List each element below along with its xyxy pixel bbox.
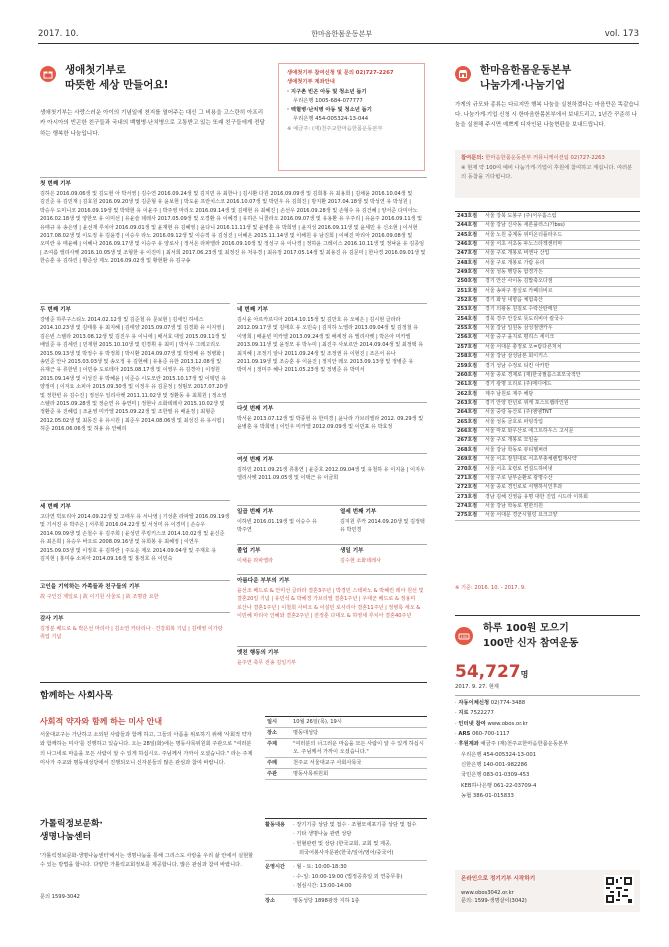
org-name: 한마음한몸운동본부	[311, 30, 373, 38]
coin-icon	[455, 627, 473, 645]
store-name: 서울 구로 개봉로 비엔나 산업	[483, 249, 640, 258]
store-name: 서울 종로 경제로 (재)한국필름스포모국적안	[483, 371, 640, 380]
life-activity-1: · 장기기증 상담 및 접수 · 조혈모세포기증 상담 및 접수	[293, 821, 416, 830]
life-row	[265, 819, 427, 861]
store-number: 269호점	[455, 455, 483, 464]
birthday-info-phone: 02)727-2267	[355, 70, 394, 76]
store-number: 254호점	[455, 315, 483, 324]
divider	[40, 500, 230, 501]
life-center-contact: 문의 1599-3042	[40, 894, 80, 900]
mass-row	[265, 717, 427, 728]
store-name: 서울 노원 중계동 위미온더플라우드	[483, 231, 640, 240]
birthday-info-box	[278, 63, 425, 171]
divider	[40, 612, 230, 613]
store-row	[455, 474, 640, 483]
mass-row	[265, 758, 427, 769]
bday-gift-title: 생일 기부	[340, 548, 364, 554]
store-row	[455, 287, 640, 296]
birthday-intro: 생애첫기부는 사랑스러운 아이의 기념일에 천지를 열어주는 대신 그 비용을 고스란히 아프리카 아시아의 빈곤한 친구들과 국내의 백혈병·난치병으로 고통받고 있는 또래 친구들에게 전달하는 행복한 나눔입니다.	[40, 110, 265, 137]
thanks-title: 감사 기부	[40, 616, 64, 622]
donate-row-key: ARS	[458, 730, 471, 737]
second-gift-list: 강병준 하루구스티노 2014.02.12생 및 김준철 유 문보현 | 김세인 하네스 2014.10.23생 및 김태홍 유 최지혜 | 김태양 2015.09.07생 및 김경화 유 이지영 | 김은빈 스텔라 2013.08.12생 및 김진우 유 이니에 | 배서효 대일 2015.09.11생 및 배일준 유 김세린 | 민재현 2015.10.10생 및 민경휘 유 최미 | 박서우 그레고리오 2015.09.13생 및 박정수 유 박정희 | 박시환 2014.09.07생 및 박정배 유 정병화 | 송민준 안나 2015.03.03생 및 송오정 유 김현혜 | 유용준 유한 2013.12.08생 및 유재근 유 류한빈 | 이민송 도로테아 2015.08.17생 및 이영우 유 김경아 | 이정원 2015.09.14생 및 이성진 유 박혜윤 | 이준승 시도모란 2015.10.17생 및 이택민 유 양정미 | 이지요 소피아 2015.09.30생 및 이정우 유 김문정 | 정범모 2017.07.20생 및 정한빈 유 김수진 | 정선우 일리사벳 2011.11.02생 및 정환동 유 최희원 | 정소영 스텔라 2015.09.28생 및 정순연 유 송연미 | 정현나 소화데레사 2015.10.02생 및 정환준 유 진혜림 | 조윤영 미카엘 2015.09.22생 및 조한필 유 배윤정 | 최형준 2012.05.02생 및 최동진 유 유시원 | 최준우 2014.08.06생 및 최성진 유 유시엽 | 허준 2016.06.06생 및 허용 유 안혜리	[40, 317, 228, 433]
store-number: 249호점	[455, 268, 483, 277]
life-center-table	[265, 818, 427, 907]
fifth-gift-title: 다섯 번째 기부	[237, 406, 274, 412]
store-number: 250호점	[455, 278, 483, 287]
section-rule	[455, 615, 640, 616]
divider	[40, 303, 230, 304]
donate-row-value: 예금주 (재)천주교한마음한몸운동본부	[480, 741, 569, 748]
section-rule	[40, 682, 427, 683]
account-line: 농협 386-01-015833	[461, 792, 514, 799]
donate-website-link[interactable]: www.obos.or.kr	[487, 720, 528, 727]
friend-gift-title: 엣친 행동의 기부	[237, 650, 279, 656]
couple-gift-list: 윤선조 베드로 & 안미선 글라라 결혼3주년 | 박경민 스테파노 & 박혜린 레아 원선 및 결혼20일 기념 | 유민석 & 박해경 가브리엘 결혼1주년 | 우태군 베드로 & 정용미 로산나 결혼1주년 | 이철희 사비오 & 이설민 로사리아 결혼11주년 | 정병록 세오 & 이민혜 마리아 인혜와 결혼2주년 | 전정훈 다대오 & 하영세 루치아 결혼40주년	[237, 588, 424, 620]
store-name: 서울 구로 남부순환로 광명수산	[483, 474, 640, 483]
contact-note: ※ 현재 약 100여 예비 나눔가게·기업이 후원에 참여하고 계십니다. 여러분의 동참을 기다립니다.	[461, 164, 633, 181]
store-name: 서울 강남 학동로 편한의원	[483, 502, 640, 511]
sixth-gift-title: 여섯 번째 기부	[237, 457, 274, 463]
store-row	[455, 324, 640, 333]
donate100-title-line2: 100만 신자 참여운동	[483, 637, 579, 649]
divider	[237, 646, 427, 647]
store-number: 243호점	[455, 212, 483, 221]
store-name: 경기 안산 사이동 김밥축오다점	[483, 278, 640, 287]
store-row	[455, 502, 640, 511]
grad-gift-title: 졸업 기부	[237, 548, 261, 554]
store-number: 253호점	[455, 306, 483, 315]
store-row	[455, 362, 640, 371]
life-title-line1: 가톨릭정보문화·	[40, 819, 103, 829]
store-number: 268호점	[455, 446, 483, 455]
birthday-info-title: 생애첫기부 참여신청 및 문의	[287, 70, 354, 76]
store-name: 서울 서초 서초동 두노스타젝센터마	[483, 240, 640, 249]
store-number: 260호점	[455, 371, 483, 380]
svg-text:100: 100	[460, 635, 468, 639]
donate100-title	[483, 622, 578, 651]
store-number: 256호점	[455, 334, 483, 343]
store-row	[455, 371, 640, 380]
divider	[237, 544, 427, 545]
mass-row-key: 주제	[265, 739, 291, 758]
store-number: 247호점	[455, 249, 483, 258]
life-activity-3: · 헌혈관련 및 상담 (한국교회, 교회 및 제공,	[293, 840, 416, 849]
store-row	[455, 380, 640, 389]
contact-title: 참여문의:	[461, 155, 484, 161]
seventh-gift-list: 이하빈 2016.01.19생 및 이승수 유 박주연	[237, 519, 317, 534]
donate-row-value: 02)774-3488	[490, 700, 526, 706]
life-row-key: 활동내용	[265, 822, 286, 828]
store-name: 서울 강남 삼성남본 회이키스	[483, 352, 640, 361]
contact-org: 한마음한몸운동본부 커뮤니케이션팀 02)727-2263	[485, 155, 605, 161]
grad-gift-list: 이채윤 라파엘라	[237, 558, 274, 564]
life-center-text: '가톨릭정보문화·생명나눔센터'에서는 생명나눔을 통해 그리스도 사랑을 우리 삶 안에서 실현할 수 있는 방법을 합니다. 다양한 가톨릭교회정보를 제공합니다. 많은 관심과 참여 바랍니다.	[40, 853, 254, 869]
store-row	[455, 240, 640, 249]
store-number: 244호점	[455, 221, 483, 230]
sixth-gift-list: 김하민 2011.09.21생 류홍연 | 윤준호 2012.09.04생 및 유철하 유 이지윤 | 이지우 엘리사벳 2011.09.05생 및 이택근 유 이금희	[237, 467, 425, 482]
donate100-title-line1: 하루 100원 모으기	[483, 623, 569, 634]
birthday-title-line2: 따뜻한 세상 만들어요!	[65, 79, 169, 92]
store-row	[455, 390, 640, 399]
mass-row	[265, 728, 427, 739]
store-number: 271호점	[455, 474, 483, 483]
first-gift-title: 첫 번째 기부	[40, 181, 71, 187]
store-number: 246호점	[455, 240, 483, 249]
store-row	[455, 446, 640, 455]
store-name: 경기 의왕동 원칠로 수락산탄매원	[483, 306, 640, 315]
store-name: 경기 화성 내향읍 체험축산	[483, 296, 640, 305]
store-row	[455, 334, 640, 343]
social-section-title: 함께하는 사회사목	[40, 691, 113, 701]
mass-row-value: 명동대성당	[291, 728, 427, 739]
store-row	[455, 493, 640, 502]
store-row	[455, 418, 640, 427]
donate-row-key: 지로	[458, 710, 469, 717]
divider	[237, 402, 427, 403]
mass-row-key: 일시	[265, 717, 291, 728]
store-row	[455, 315, 640, 324]
life-row	[265, 895, 427, 907]
birthday-title-line1: 생애첫기부로	[65, 64, 126, 76]
store-number: 257호점	[455, 343, 483, 352]
thanks-list: 김정분 베드로 & 박은선 마리아 | 김소연 카타리나 · 건강회복 기념 | 김태영 이가랑 취업 기념	[40, 626, 223, 641]
issue-date: 2017. 10.	[38, 29, 79, 39]
store-name: 서울 강북 도봉구 (주)서우홀스럼	[483, 212, 640, 221]
donate-row-value: 060-700-1117	[472, 730, 510, 737]
store-row	[455, 343, 640, 352]
mass-row	[265, 739, 427, 758]
divider	[40, 580, 230, 581]
divider	[237, 453, 427, 454]
store-name: 서울 강남 일원동 삼성점앤카우	[483, 324, 640, 333]
store-number: 245호점	[455, 231, 483, 240]
fourth-gift-list: 김시윤 아르카르디아 2014.10.15생 및 김만호 유 오예은 | 김시현 글라라 2012.09.17생 및 김태호 유 오민숙 | 김지하 노엘라 2013.09.04생 및 김정철 유 이영희 | 배윤빈 미카엘 2013.09.24생 및 배세정 유 엘리사벳 | 박은아 미카엘 2013.09.11생 및 윤정모 유 박누미 | 최진주 사보르안 2014.09.04생 및 최정택 유 최지혜 | 조정기 알나 2011.09.24생 및 조정권 유 이현진 | 조은서 유나 2011.09.19생 및 조승훈 유 이윤진 | 정지안 레오 2013.09.13생 및 정병준 유 박미서 | 정미주 혜나 2011.05.23생 및 정병준 유 박미서	[237, 317, 424, 374]
store-row	[455, 268, 640, 277]
divider	[237, 574, 427, 575]
memorial-list: 故 구인진 제일로 | 故 이기원 사울로 | 故 조명감 요한	[40, 594, 159, 600]
qr-code-icon[interactable]	[604, 875, 634, 905]
life-place: 명동성당 1898광장 지하 1층	[293, 897, 360, 904]
volume-number: vol. 173	[604, 29, 639, 39]
account-line: KEB하나은행 061-22-03709-4	[461, 782, 537, 789]
store-name: 제주 남원로 제주 해담	[483, 390, 640, 399]
account-line: 국민은행 083-01-0309-453	[461, 772, 530, 779]
sharing-title-line1: 한마음한몸운동본부	[480, 64, 572, 76]
store-row	[455, 399, 640, 408]
life-activity-4: 외국어봉사자문판(한국/일어/영어/중국어)	[299, 850, 394, 857]
store-name: 서울 종로 경인로로 서행하식인후과	[483, 483, 640, 492]
store-name: 경기 광명 오리로 (주)메디에드	[483, 380, 640, 389]
store-number: 266호점	[455, 427, 483, 436]
donate-row-key: 후원계좌	[458, 741, 479, 748]
qr-url[interactable]: www.obos3042.or.kr	[461, 889, 514, 896]
mass-title: 사회적 약자와 함께 하는 미사 안내	[40, 717, 163, 726]
life-hours-1: · 월 - 토: 10:00-18:30	[293, 863, 402, 872]
birthday-title	[65, 63, 245, 93]
participant-count-value: 54,727	[455, 662, 521, 682]
store-table	[455, 211, 640, 521]
life-hours-2: · 수-일: 10:00-19:00 (법정공휴일 외 연중무휴)	[293, 873, 402, 882]
store-number: 251호점	[455, 287, 483, 296]
sharing-contact-box	[455, 150, 640, 198]
eighth-gift-list: 김지원 루카 2014.09.20생 및 김정택 유 박민경	[340, 519, 425, 534]
store-number: 272호점	[455, 483, 483, 492]
store-number: 267호점	[455, 437, 483, 446]
store-icon	[455, 66, 471, 82]
mass-row-key: 주례	[265, 758, 291, 769]
qr-box	[455, 870, 640, 912]
friend-gift-list: 윤주연 축무 전송 김일기부	[237, 660, 296, 666]
store-number: 263호점	[455, 399, 483, 408]
sharing-title	[480, 63, 571, 93]
sharing-title-line2: 나눔가게·나눔기업	[480, 79, 566, 92]
page-header	[38, 28, 639, 44]
store-row	[455, 483, 640, 492]
sharing-intro: 가게의 규모와 종류는 다르지만 행복 나눔을 실천하겠다는 마음만은 똑같습니다. 나눔가게·기업 신청 시 한마음한몸본부에서 보내드리고, 1년간 꾸준히 나눔을 실천해 주시면 예쁘게 디자인된 나눔현판을 보내드립니다.	[455, 102, 640, 129]
store-number: 264호점	[455, 409, 483, 418]
store-number: 261호점	[455, 380, 483, 389]
fifth-gift-list: 박서윤 2013.07.12생 및 박종현 유 한미경 | 윤나라 가브리엘라 2012. 09.29생 및 윤병훈 유 박희영 | 이인우 미카엘 2012.09.09생 및 이민표 유 박효정	[237, 416, 424, 431]
store-name: 서울 성동 금호로 파팅작업	[483, 418, 640, 427]
mass-text: 서울대교구는 가난하고 소외된 사람들과 함께 하고, 그들의 아픔을 위로하기 위해 '사회적 약자와 함께하는 미사'를 진행하고 있습니다. 오는 28일(화)에는 명동사목위원회 주관으로 "여러분의 나그네로 마음을 모든 사람이 알 수 있게 하십시오. 주님께서 가까이 오셨습니다." 라는 주제 미사가 주교와 명동대성당에서 진행되오니 신자분들의 많은 관심과 참여 바랍니다.	[40, 732, 253, 767]
fourth-gift-title: 네 번째 기부	[237, 307, 268, 313]
store-number: 252호점	[455, 296, 483, 305]
store-number: 248호점	[455, 259, 483, 268]
store-row	[455, 306, 640, 315]
store-name: 서울 서초 잠원대로 서초부총체렌법재사약	[483, 455, 640, 464]
eighth-gift-title: 열세 번째 기부	[340, 509, 377, 515]
bday-gift-list: 김수현 소화데레사	[340, 558, 381, 564]
store-number: 273호점	[455, 493, 483, 502]
life-title-line2: 생명나눔센터	[40, 832, 91, 843]
life-hours-3: · 점심시간: 13:00-14:00	[293, 882, 402, 891]
store-row	[455, 231, 640, 240]
first-gift-list: 김하은 2016.09.06생 및 김도현 아 박서영 | 김수연 2016.09.24생 및 김지민 유 최한나 | 김시환 다원 2016.09.09생 및 김희홍 유 최용희 | 김채윤 2016.10.04생 및 김진준 유 김민재 | 김효원 2016.09.20생 및 김준형 유 윤보현 | 박도윤 프란치스코 2016.10.07생 및 박민우 유 김희진 | 방지환 2017.04.18생 및 박성연 유 박성원 | 박승우 도미니코 2016.09.19생 및 박택현 유 이윤주 | 박주영 마리오 2016.09.14생 및 김태현 유 최혜진 | 손선우 2016.09.28생 및 손형수 유 김건혜 | 양서준 다미아노 2016.02.18생 및 양한모 유 이미선 | 유윤슬 데레사 2017.05.09생 및 오경환 유 이혜경 | 유하은 니콜라오 2016.09.07생 및 유용환 유 우주리 | 유윤주 2016.09.11생 및 유태규 유 송은영 | 윤선재 루치아 2016.09.01생 및 윤재현 유 김혜영 | 윤다니 2016.11.11생 및 윤병훈 유 박희영 | 윤지성 2016.09.11생 및 윤세민 유 신소현 | 이서현 2017.08.02생 및 이도정 유 김윤경 | 이승우 라노 2016.09.12생 및 이승적 유 김성진 | 이혜온 2015.11.14생 및 이해원 유 남진희 | 이예진 마리아 2016.09.08생 및 오미란 유 태윤혜 | 이혜나 2016.09.17생 및 이승주 유 양로사 | 정서온 라파엘라 2016.09.10생 및 정성구 유 이나경 | 정하윤 그레이스 2016.10.11생 및 정낙윤 유 김종임 | 조여름 엘리사벳 2016.10.05생 및 조형한 유 이진미 | 최서희 2017.06.23생 및 최정진 유 처유경 | 최유정 2017.05.14생 및 최용진 유 김문미 | 한나경 2016.09.01생 및 한승훈 유 김하린 | 황준상 제노 2016.09.02생 및 황현환 유 김구송	[40, 191, 426, 265]
store-name: 경기 성남 수정로 티킨 아카반	[483, 362, 640, 371]
store-name: 경북 경주 안강로 뜻도리비아 칼국수	[483, 315, 640, 324]
donate-row-key: 인터넷 참여	[458, 720, 486, 727]
store-row	[455, 212, 640, 221]
store-name: 서울 서대문 충정로 오=탐다른처치	[483, 343, 640, 352]
store-name: 서울 중구 을지로 평리스 세이크	[483, 334, 640, 343]
store-name: 경기 안양 만년로 위케 포스트랩라인원	[483, 399, 640, 408]
donate-row-value: 7522277	[470, 710, 494, 717]
mass-row-value: 명동사목위원회	[291, 769, 427, 780]
store-row	[455, 409, 640, 418]
store-name: 서울 성동 행당동 함경가든	[483, 268, 640, 277]
life-row-key: 장소	[265, 897, 276, 904]
life-center-title	[40, 818, 103, 844]
store-row	[455, 259, 640, 268]
store-period: ※ 기준: 2016. 10. - 2017. 9.	[455, 585, 526, 591]
store-row	[455, 427, 640, 436]
store-number: 275호점	[455, 512, 483, 521]
store-number: 255호점	[455, 324, 483, 333]
store-number: 265호점	[455, 418, 483, 427]
seventh-gift-title: 일곱 번째 기부	[237, 509, 274, 515]
store-row	[455, 296, 640, 305]
memorial-title: 고인을 기억하는 가족들과 친구들의 기부	[40, 584, 140, 590]
store-name: 서울 구로 개봉로 모임숲	[483, 437, 640, 446]
store-name: 서울 강남 학동로 뷰티헬퍼러	[483, 446, 640, 455]
store-name: 서울 구로 개봉로 가람 유리	[483, 259, 640, 268]
info-line-2: 우리은행 1005-684-077777	[293, 97, 363, 104]
store-number: 262호점	[455, 390, 483, 399]
info-holder: ※ 예금주: (재)천주교한마음한몸운동본부	[287, 125, 383, 132]
store-name: 서울 강남 신사동 새론플러스(가bss)	[483, 221, 640, 230]
mass-row-value: "여러분의 너그러운 마음을 모든 사람이 알 수 있게 하십시오. 주님께서 가까이 오셨습니다."	[291, 739, 427, 758]
store-name: 서울 송파구 잠실로 카페더비르	[483, 287, 640, 296]
store-name: 서울 마포 와우산로 에그트하우스 고서문	[483, 427, 640, 436]
store-number: 259호점	[455, 362, 483, 371]
info-line-1: · 지구촌 빈곤 아동 및 청소년 돕기	[287, 88, 416, 97]
qr-phone: 문의: 1599-생명살이(3042)	[461, 897, 527, 904]
divider	[237, 303, 427, 304]
store-name: 서울 서대문 경군시힐링 요크고양	[483, 512, 640, 521]
participant-count	[455, 659, 528, 685]
store-row	[455, 512, 640, 521]
life-row-key: 운영시간	[265, 864, 286, 871]
store-row	[455, 278, 640, 287]
store-row	[455, 465, 640, 474]
store-number: 258호점	[455, 352, 483, 361]
gift-icon	[40, 66, 56, 82]
mass-row-value: 천주교 서울대교구 사회사목국	[291, 758, 427, 769]
store-name: 경남 김해 진영읍 유명 대한 진업 시드라 이하회	[483, 493, 640, 502]
store-number: 270호점	[455, 465, 483, 474]
donate-row-key: 자동이체신청	[458, 700, 490, 706]
account-line: 신한은행 140-001-982286	[461, 761, 528, 768]
mass-row	[265, 769, 427, 780]
store-row	[455, 249, 640, 258]
life-activity-2: · 기타 생명나눔 관련 상담	[293, 830, 416, 839]
participant-count-unit: 명	[520, 670, 529, 679]
mass-row-key: 주관	[265, 769, 291, 780]
info-line-4: 우리은행 454-005324-13-044	[293, 116, 369, 123]
second-gift-title: 두 번째 기부	[40, 307, 71, 313]
donate100-info	[455, 695, 640, 801]
store-row	[455, 455, 640, 464]
couple-gift-title: 아름다운 부부의 기부	[237, 578, 290, 584]
birthday-account-title: 생애첫기부 계좌안내	[287, 79, 335, 86]
store-row	[455, 221, 640, 230]
divider	[40, 177, 427, 178]
store-row	[455, 437, 640, 446]
qr-title: 온라인으로 정기기부 시작하기	[461, 876, 536, 882]
store-row	[455, 352, 640, 361]
mass-row-key: 장소	[265, 728, 291, 739]
store-name: 서울 서초 효령로 컨설드하비넷	[483, 465, 640, 474]
third-gift-title: 세 번째 기부	[40, 504, 71, 510]
third-gift-list: 고다연 빅토리아 2014.09.22생 및 고태우 유 서나영 | 기성훈 라파엘 2016.09.19생 및 기서진 유 박주은 | 서루희 2016.04.22생 및 서성미 유 이경미 | 손승우 2014.09.09생 및 손철수 유 김주희 | 윤성민 루킹키스코 2014.10.02생 및 윤신준 유 최은희 | 유승우 바오로 2008.09.16생 및 유희봉 유 최혜정 | 이연우 2015.09.03생 및 이정호 유 김하란 | 주도운 제오 2014.09.04생 및 주재호 유 김지현 | 홍미송 소피아 2014.09.16생 및 홍정호 유 이민숙	[40, 514, 230, 562]
account-line: 우리은행 454-005324-13-001	[461, 751, 537, 758]
store-name: 서울 중랑 동산로 (주)엠엠TNT	[483, 409, 640, 418]
mass-table	[265, 716, 427, 780]
life-row	[265, 861, 427, 894]
store-number: 274호점	[455, 502, 483, 511]
info-line-3: · 백혈병·난치병 아동 및 청소년 돕기	[287, 106, 416, 115]
participant-date: 2017. 9. 27. 현재	[455, 684, 499, 690]
divider	[237, 505, 427, 506]
mass-row-value: 10월 26일(목), 19시	[291, 717, 427, 728]
